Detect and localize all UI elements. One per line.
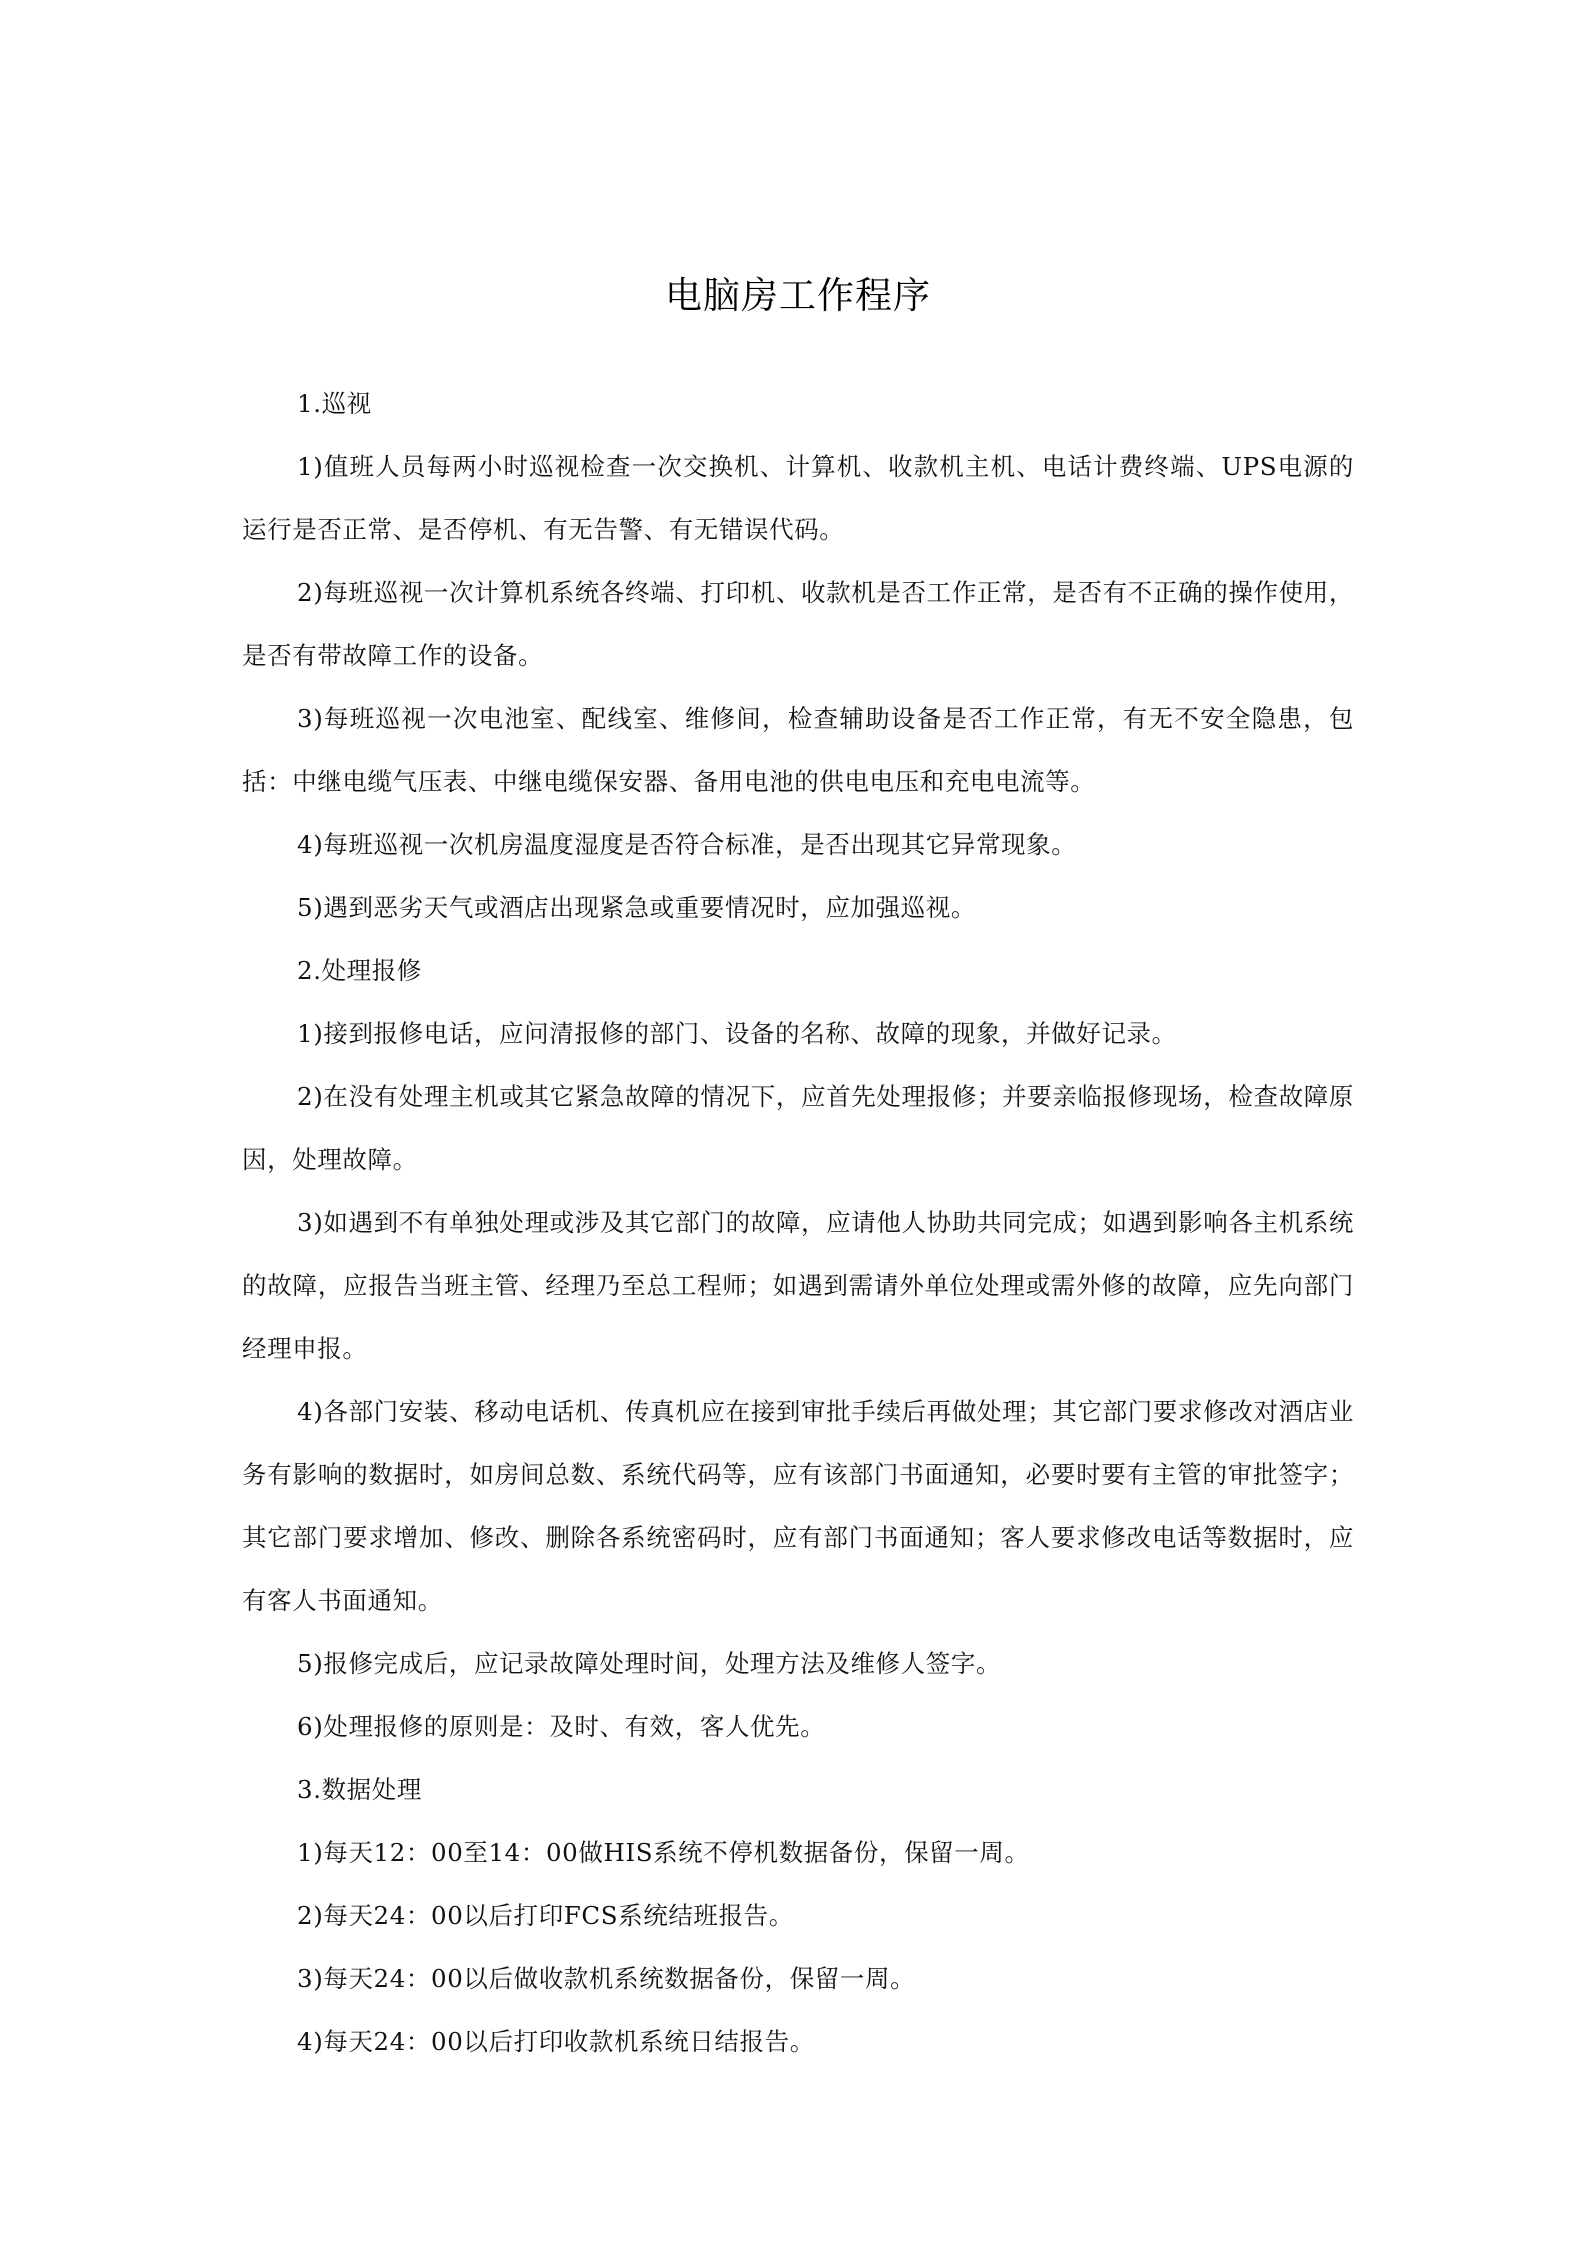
document-body [242, 372, 1354, 2073]
paragraph-data-4: 4)每天24：00以后打印收款机系统日结报告。 [297, 2027, 815, 2056]
section-heading-patrol: 1.巡视 [297, 389, 372, 418]
paragraph-repair-5: 5)报修完成后，应记录故障处理时间，处理方法及维修人签字。 [297, 1649, 1002, 1678]
paragraph-data-1: 1)每天12：00至14：00做HIS系统不停机数据备份，保留一周。 [297, 1838, 1030, 1867]
paragraph-patrol-1: 1)值班人员每两小时巡视检查一次交换机、计算机、收款机主机、电话计费终端、UPS电源的运行是否正常、是否停机、有无告警、有无错误代码。 [242, 452, 1354, 544]
section-heading-data: 3.数据处理 [297, 1775, 422, 1804]
paragraph-data-2: 2)每天24：00以后打印FCS系统结班报告。 [297, 1901, 794, 1930]
paragraph-patrol-4: 4)每班巡视一次机房温度湿度是否符合标准，是否出现其它异常现象。 [297, 830, 1077, 859]
paragraph-patrol-3: 3)每班巡视一次电池室、配线室、维修间，检查辅助设备是否工作正常，有无不安全隐患，包括：中继电缆气压表、中继电缆保安器、备用电池的供电电压和充电电流等。 [242, 704, 1354, 796]
paragraph-repair-4: 4)各部门安装、移动电话机、传真机应在接到审批手续后再做处理；其它部门要求修改对酒店业务有影响的数据时，如房间总数、系统代码等，应有该部门书面通知，必要时要有主管的审批签字；其它部门要求增加、修改、删除各系统密码时，应有部门书面通知；客人要求修改电话等数据时，应有客人书面通知。 [242, 1397, 1354, 1615]
section-heading-repair: 2.处理报修 [297, 956, 422, 985]
paragraph-patrol-5: 5)遇到恶劣天气或酒店出现紧急或重要情况时，应加强巡视。 [297, 893, 976, 922]
paragraph-repair-2: 2)在没有处理主机或其它紧急故障的情况下，应首先处理报修；并要亲临报修现场，检查故障原因，处理故障。 [242, 1082, 1354, 1174]
paragraph-repair-6: 6)处理报修的原则是：及时、有效，客人优先。 [297, 1712, 826, 1741]
paragraph-repair-3: 3)如遇到不有单独处理或涉及其它部门的故障，应请他人协助共同完成；如遇到影响各主机系统的故障，应报告当班主管、经理乃至总工程师；如遇到需请外单位处理或需外修的故障，应先向部门经理申报。 [242, 1208, 1354, 1363]
paragraph-patrol-2: 2)每班巡视一次计算机系统各终端、打印机、收款机是否工作正常，是否有不正确的操作使用，是否有带故障工作的设备。 [242, 578, 1354, 670]
paragraph-repair-1: 1)接到报修电话，应问清报修的部门、设备的名称、故障的现象，并做好记录。 [297, 1019, 1177, 1048]
document-title: 电脑房工作程序 [665, 274, 931, 317]
paragraph-data-3: 3)每天24：00以后做收款机系统数据备份，保留一周。 [297, 1964, 916, 1993]
